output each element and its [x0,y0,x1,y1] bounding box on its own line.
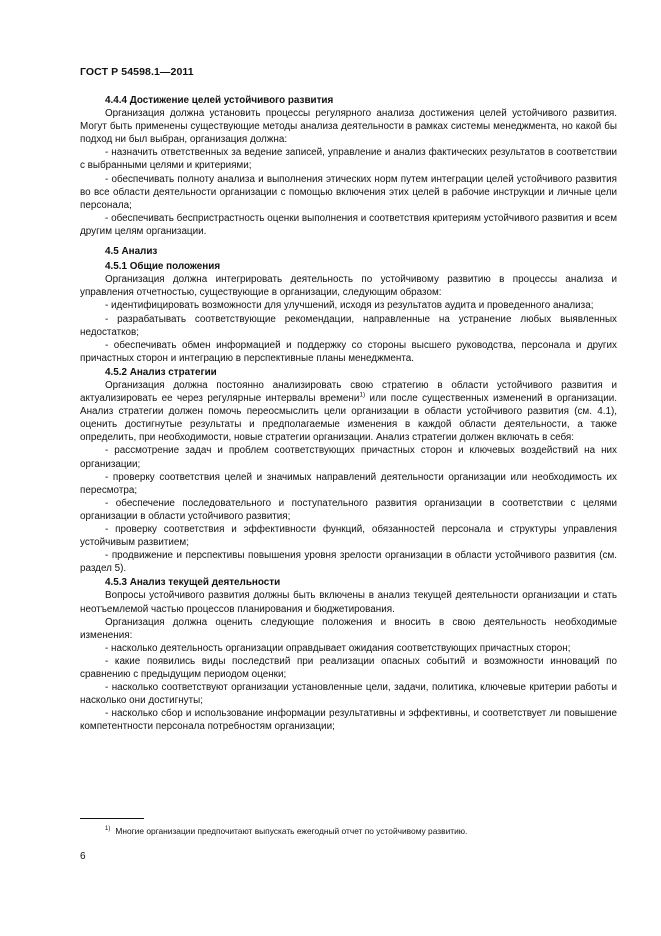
section-4-5-3-title: 4.5.3 Анализ текущей деятельности [105,577,281,589]
document-body [80,94,617,734]
list-item: - насколько деятельность организации оправдывает ожидания соответствующих причастных сторон; [105,642,571,654]
list-item: - обеспечивать полноту анализа и выполнения этических норм путем интеграции целей устойчивого развития во все области деятельности организации с помощью включения этих целей в рабочие инструкции и личные цели персонала; [80,173,617,211]
section-4-5-title: 4.5 Анализ [105,246,158,258]
footnote-mark: 1) [105,826,111,833]
paragraph: Вопросы устойчивого развития должны быть включены в анализ текущей деятельности организации и стать неотъемлемой частью процессов планирования и бюджетирования. [80,590,617,615]
list-item: - рассмотрение задач и проблем соответствующих причастных сторон и ключевых воздействий на них организации; [80,445,617,470]
footnote [105,826,625,836]
list-item: - разрабатывать соответствующие рекомендации, направленные на устранение любых выявленных недостатков; [80,313,617,338]
paragraph-text: или после существенных изменений в организации. Анализ стратегии должен помочь переосмыслить цели организации в области устойчивого развития (см. 4.1), оценить достигнутые результаты и предполагаемые изменения в каждой области деятельности, а также определить, при необходимости, новые стратегии организации. Анализ стратегии должен включать в себя: [80,393,617,444]
paragraph: Организация должна установить процессы регулярного анализа достижения целей устойчивого развития. Могут быть применены существующие методы анализа деятельности в рамках системы менеджмента, но какой бы подход ни был выбран, организация должна: [80,108,617,146]
footnote-text: Многие организации предпочитают выпускать ежегодный отчет по устойчивому развитию. [115,826,468,836]
list-item: - обеспечивать беспристрастность оценки выполнения и соответствия критериям устойчивого развития и всем другим целям организации. [80,212,617,237]
section-4-4-4-title: 4.4.4 Достижение целей устойчивого развития [105,95,334,106]
list-item: - проверку соответствия целей и значимых направлений деятельности организации или необходимость их пересмотра; [80,471,617,496]
footnote-ref: 1) [359,391,366,399]
list-item: - проверку соответствия и эффективности функций, обязанностей персонала и структуры управления устойчивым развитием; [80,524,617,549]
list-item: - какие появились виды последствий при реализации опасных событий и возможности инноваций по сравнению с предыдущим периодом оценки; [80,655,617,681]
list-item: - обеспечивать обмен информацией и поддержку со стороны высшего руководства, персонала и других причастных сторон и интеграцию в перспективные планы менеджмента. [80,339,617,364]
document-header: ГОСТ Р 54598.1—2011 [80,66,194,78]
paragraph-text: Организация должна постоянно анализировать свою стратегию в области устойчивого развития и актуализировать ее через регулярные интервалы времени [80,379,617,405]
page-number: 6 [80,851,86,862]
list-item: - назначить ответственных за ведение записей, управление и анализ фактических результатов в соответствии с выбранными целями и критериями; [80,147,617,172]
list-item: - обеспечение последовательного и поступательного развития организации в соответствии с целями организации в области устойчивого развития; [80,497,617,522]
footnote-divider [80,818,144,819]
paragraph [80,379,617,444]
list-item: - насколько сбор и использование информации результативны и эффективны, и соответствует ли повышение компетентности персонала потребностям организации; [80,708,617,733]
section-4-5-1-title: 4.5.1 Общие положения [105,261,221,273]
list-item: - идентифицировать возможности для улучшений, исходя из результатов аудита и проведенного анализа; [105,300,594,312]
list-item: - продвижение и перспективы повышения уровня зрелости организации в области устойчивого развития (см. раздел 5). [80,550,617,575]
paragraph: Организация должна интегрировать деятельность по устойчивому развитию в процессы анализа и управления отчетностью, существующие в организации, следующим образом: [80,274,617,299]
paragraph: Организация должна оценить следующие положения и вносить в свою деятельность необходимые изменения: [80,616,617,641]
section-4-5-2-title: 4.5.2 Анализ стратегии [105,366,217,378]
list-item: - насколько соответствуют организации установленные цели, задачи, политика, ключевые критерии работы и насколько они достигнуты; [80,682,617,707]
